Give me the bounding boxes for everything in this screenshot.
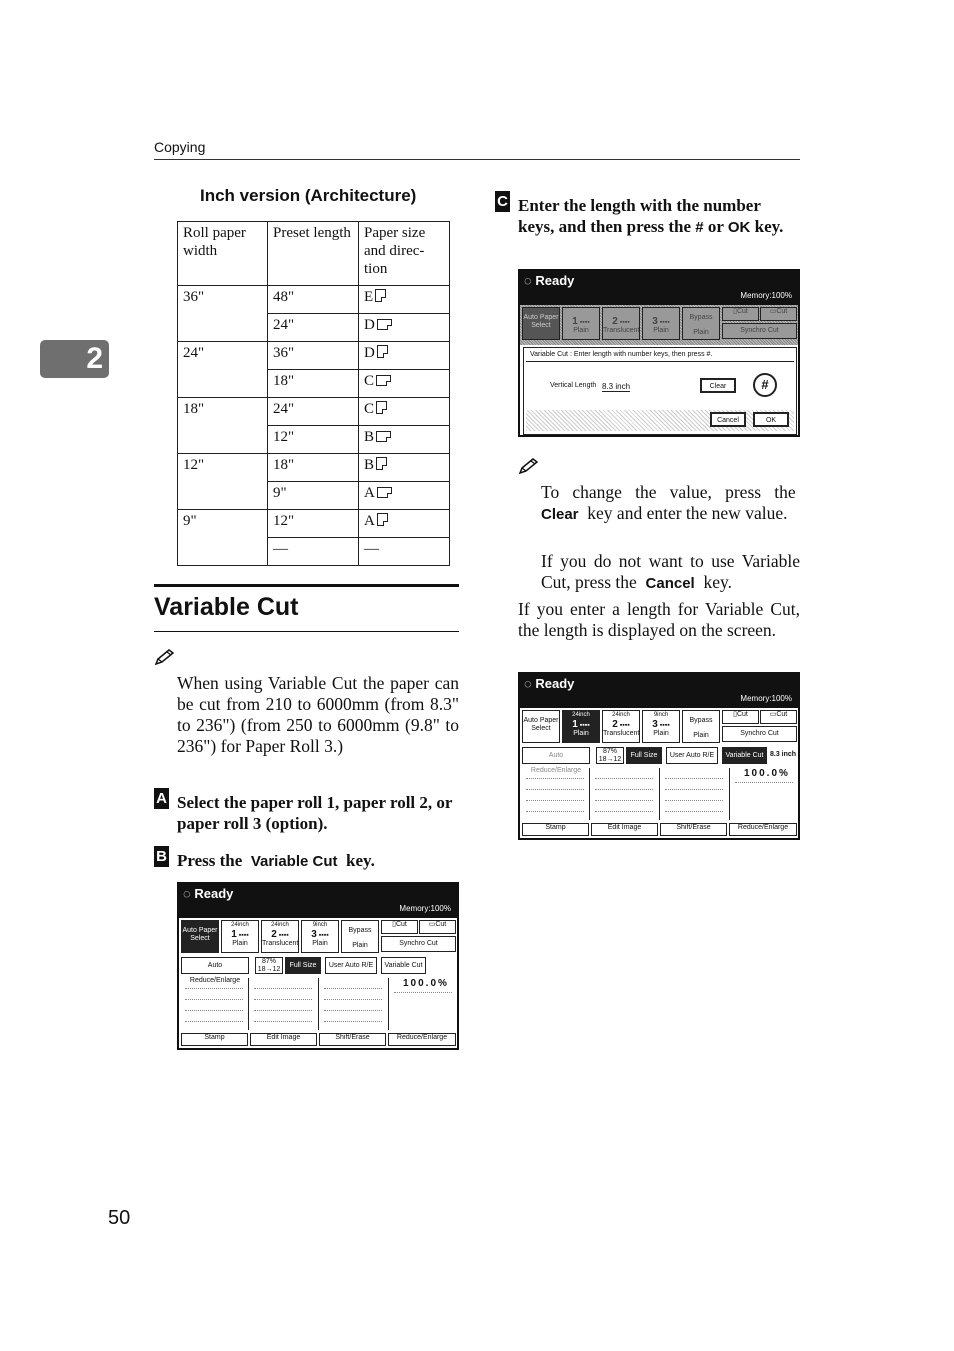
setting-line <box>526 778 584 779</box>
cut-landscape-button[interactable]: ▭Cut <box>760 710 797 724</box>
hash-button[interactable]: # <box>753 373 777 397</box>
note-clear-text: To change the value, press the Clear key and enter the new value. <box>541 482 796 523</box>
synchro-cut-button[interactable]: Synchro Cut <box>722 726 797 742</box>
landscape-page-icon <box>376 375 391 386</box>
column-divider <box>659 768 660 820</box>
column-divider <box>589 768 590 820</box>
table-cell-length: 12" <box>268 426 359 454</box>
cut-landscape-button[interactable]: ▭Cut <box>419 920 456 934</box>
setting-line <box>595 811 653 812</box>
table-cell-size: C <box>359 398 450 426</box>
landscape-page-icon <box>376 431 391 442</box>
ready-status: ◌ Ready <box>524 676 575 691</box>
edit-image-button[interactable]: Edit Image <box>591 823 658 836</box>
auto-paper-select-button: Auto Paper Select <box>522 307 560 340</box>
screen-top-bar <box>520 674 798 708</box>
setting-line <box>324 1010 382 1011</box>
page-number: 50 <box>108 1207 131 1229</box>
setting-line <box>185 988 243 989</box>
ok-button[interactable]: OK <box>753 412 789 427</box>
auto-reduce-enlarge-button[interactable]: Auto Reduce/Enlarge <box>181 957 249 974</box>
synchro-cut-button: Synchro Cut <box>722 323 797 339</box>
shift-erase-button[interactable]: Shift/Erase <box>660 823 727 836</box>
setting-line <box>254 988 312 989</box>
table-cell-width: 9" <box>178 510 268 566</box>
note-text: When using Variable Cut the paper can be cut from 210 to 6000mm (from 8.3" to 236") (from 250 to 6000mm (9.8" to 236") for Paper Roll 3.) <box>177 673 459 756</box>
table-cell-length: 48" <box>268 286 359 314</box>
note-pencil-icon <box>518 457 540 475</box>
memory-indicator: Memory:100% <box>740 694 792 703</box>
ratio-button[interactable]: 87% 18→12 <box>596 747 624 764</box>
dialog-title: Variable Cut : Enter length with number keys, then press #. <box>530 351 713 358</box>
paper-roll-1-button[interactable]: 24inch 1 ▪▪▪▪ Plain <box>221 920 259 953</box>
setting-line <box>324 999 382 1000</box>
shift-erase-button[interactable]: Shift/Erase <box>319 1033 386 1046</box>
copier-screen-1 <box>177 882 459 1050</box>
portrait-page-icon <box>377 513 388 526</box>
bypass-button: Bypass Plain <box>682 307 720 340</box>
setting-line <box>735 782 793 783</box>
magnification-display: 100.0% <box>403 978 449 989</box>
table-header-width: Roll paper width <box>178 222 268 286</box>
vertical-length-value: 8.3 inch <box>602 382 631 391</box>
setting-line <box>526 789 584 790</box>
note-cancel-text: If you do not want to use Variable Cut, press the Cancel key. <box>541 551 800 592</box>
ready-status: ◌ Ready <box>183 886 234 901</box>
paper-roll-3-button: 3 ▪▪▪▪ Plain <box>642 307 680 340</box>
after-entry-text: If you enter a length for Variable Cut, the length is displayed on the screen. <box>518 599 800 640</box>
section-title: Variable Cut <box>154 593 299 621</box>
section-rule-top <box>154 584 459 587</box>
table-cell-size: A <box>359 510 450 538</box>
table-cell-size: B <box>359 454 450 482</box>
table-cell-length: 18" <box>268 370 359 398</box>
bypass-button[interactable]: Bypass Plain <box>682 710 720 743</box>
setting-line <box>185 999 243 1000</box>
landscape-page-icon <box>377 319 392 330</box>
table-cell-width: 36" <box>178 286 268 342</box>
setting-line <box>324 988 382 989</box>
setting-line <box>254 999 312 1000</box>
auto-paper-select-button[interactable]: Auto Paper Select <box>522 710 560 743</box>
table-cell-size: — <box>359 538 450 566</box>
setting-line <box>665 778 723 779</box>
full-size-button[interactable]: Full Size <box>285 957 321 974</box>
table-cell-width: 24" <box>178 342 268 398</box>
cut-portrait-button: ▯Cut <box>722 307 759 321</box>
section-rule-bottom <box>154 631 459 632</box>
cut-landscape-button: ▭Cut <box>760 307 797 321</box>
step-1-number: A <box>154 788 169 809</box>
chapter-tab: 2 <box>40 340 109 378</box>
running-title: Copying <box>154 139 206 155</box>
user-auto-re-button[interactable]: User Auto R/E <box>325 957 377 974</box>
cancel-button[interactable]: Cancel <box>710 412 746 427</box>
variable-cut-button[interactable]: Variable Cut <box>722 747 767 764</box>
reduce-enlarge-button[interactable]: Reduce/Enlarge <box>388 1033 456 1046</box>
paper-roll-3-button[interactable]: 9inch 3 ▪▪▪▪ Plain <box>642 710 680 743</box>
table-title: Inch version (Architecture) <box>200 186 417 205</box>
table-header-length: Preset length <box>268 222 359 286</box>
magnification-display: 100.0% <box>744 768 790 779</box>
portrait-page-icon <box>376 401 387 414</box>
stamp-button[interactable]: Stamp <box>181 1033 248 1046</box>
screen-top-bar <box>520 271 798 305</box>
clear-key: Clear <box>541 506 579 523</box>
table-cell-size: B <box>359 426 450 454</box>
setting-line <box>665 789 723 790</box>
column-divider <box>248 978 249 1030</box>
column-divider <box>729 768 730 820</box>
paper-roll-3-button[interactable]: 9inch 3 ▪▪▪▪ Plain <box>301 920 339 953</box>
table-cell-size: D <box>359 314 450 342</box>
dialog-title-rule <box>526 361 794 362</box>
synchro-cut-button[interactable]: Synchro Cut <box>381 936 456 952</box>
table-cell-length: 24" <box>268 398 359 426</box>
column-divider <box>318 978 319 1030</box>
table-cell-size: D <box>359 342 450 370</box>
copier-screen-2 <box>518 269 800 437</box>
portrait-page-icon <box>377 345 388 358</box>
ok-key: OK <box>727 219 751 236</box>
copier-screen-3 <box>518 672 800 840</box>
auto-reduce-enlarge-button[interactable]: Auto Reduce/Enlarge <box>522 747 590 764</box>
setting-line <box>595 800 653 801</box>
paper-roll-2-button[interactable]: 24inch 2 ▪▪▪▪ Translucent <box>261 920 299 953</box>
variable-cut-dialog <box>523 347 797 435</box>
auto-paper-select-button[interactable]: Auto Paper Select <box>181 920 219 953</box>
cancel-key: Cancel <box>645 575 695 592</box>
length-display: 8.3 inch <box>770 751 797 758</box>
table-cell-size: C <box>359 370 450 398</box>
paper-size-table <box>177 221 450 566</box>
setting-line <box>185 1021 243 1022</box>
screen-top-bar <box>179 884 457 918</box>
paper-roll-2-button[interactable]: 24inch 2 ▪▪▪▪ Translucent <box>602 710 640 743</box>
setting-line <box>665 800 723 801</box>
landscape-page-icon <box>377 487 392 498</box>
setting-line <box>394 992 452 993</box>
table-cell-length: 9" <box>268 482 359 510</box>
bypass-button[interactable]: Bypass Plain <box>341 920 379 953</box>
table-cell-size: E <box>359 286 450 314</box>
step-3-number: C <box>495 191 510 212</box>
step-2-number: B <box>154 846 169 867</box>
setting-line <box>254 1021 312 1022</box>
user-auto-re-button[interactable]: User Auto R/E <box>666 747 718 764</box>
table-cell-length: 12" <box>268 510 359 538</box>
paper-roll-1-button: 1 ▪▪▪▪ Plain <box>562 307 600 340</box>
paper-roll-2-button: 2 ▪▪▪▪ Translucent <box>602 307 640 340</box>
ratio-button[interactable]: 87% 18→12 <box>255 957 283 974</box>
stamp-button[interactable]: Stamp <box>522 823 589 836</box>
column-divider <box>388 978 389 1030</box>
portrait-page-icon <box>375 289 386 302</box>
variable-cut-button[interactable]: Variable Cut <box>381 957 426 974</box>
hash-key: # <box>695 219 704 236</box>
memory-indicator: Memory:100% <box>740 291 792 300</box>
ready-status: ◌ Ready <box>524 273 575 288</box>
setting-line <box>526 811 584 812</box>
table-cell-length: 18" <box>268 454 359 482</box>
vertical-length-label: Vertical Length <box>550 382 597 389</box>
setting-line <box>254 1010 312 1011</box>
setting-line <box>324 1021 382 1022</box>
variable-cut-key: Variable Cut <box>250 853 338 870</box>
paper-roll-1-button[interactable]: 24inch 1 ▪▪▪▪ Plain <box>562 710 600 743</box>
note-pencil-icon <box>154 648 176 666</box>
reduce-enlarge-button[interactable]: Reduce/Enlarge <box>729 823 797 836</box>
edit-image-button[interactable]: Edit Image <box>250 1033 317 1046</box>
memory-indicator: Memory:100% <box>399 904 451 913</box>
cut-portrait-button[interactable]: ▯Cut <box>722 710 759 724</box>
setting-line <box>595 778 653 779</box>
step-3-text: Enter the length with the number keys, and then press the # or OK key. <box>518 196 784 236</box>
table-cell-width: 12" <box>178 454 268 510</box>
setting-line <box>595 789 653 790</box>
header-rule <box>154 159 800 160</box>
setting-line <box>526 800 584 801</box>
table-cell-length: — <box>268 538 359 566</box>
table-cell-width: 18" <box>178 398 268 454</box>
portrait-page-icon <box>376 457 387 470</box>
full-size-button[interactable]: Full Size <box>626 747 662 764</box>
setting-line <box>185 1010 243 1011</box>
table-cell-length: 24" <box>268 314 359 342</box>
clear-button[interactable]: Clear <box>700 378 736 393</box>
table-header-size: Paper size and direc-tion <box>359 222 450 286</box>
table-cell-size: A <box>359 482 450 510</box>
cut-portrait-button[interactable]: ▯Cut <box>381 920 418 934</box>
step-2-text: Press the Variable Cut key. <box>177 851 375 870</box>
step-1-text: Select the paper roll 1, paper roll 2, or paper roll 3 (option). <box>177 793 453 833</box>
table-cell-length: 36" <box>268 342 359 370</box>
setting-line <box>665 811 723 812</box>
